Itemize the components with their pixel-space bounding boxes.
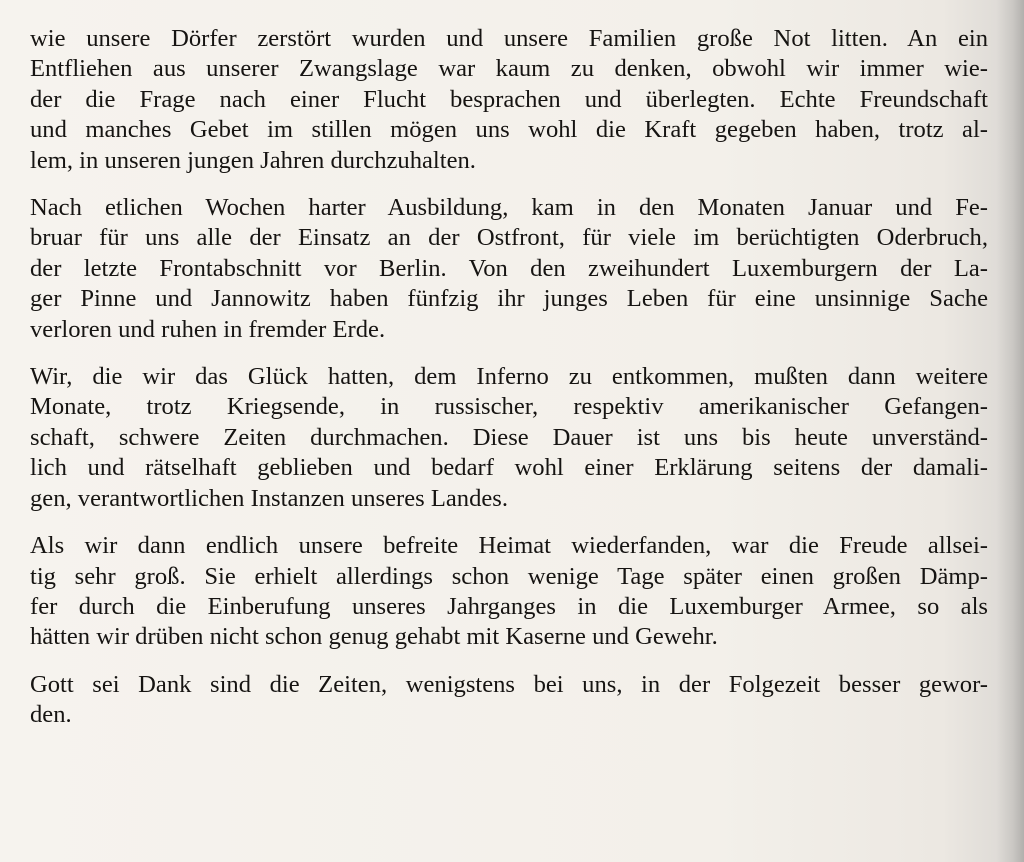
text-line: schaft, schwere Zeiten durchmachen. Diese Dauer ist uns bis heute unverständ- (30, 423, 988, 451)
text-line: tig sehr groß. Sie erhielt allerdings schon wenige Tage später einen großen Dämp- (30, 562, 988, 590)
text-line: bruar für uns alle der Einsatz an der Ostfront, für viele im berüchtigten Oderbruch, (30, 224, 988, 252)
paragraph-2 (30, 193, 988, 345)
text-line: Monate, trotz Kriegsende, in russischer, respektiv amerikanischer Gefangen- (30, 393, 988, 421)
text-line: Gott sei Dank sind die Zeiten, wenigstens bei uns, in der Folgezeit besser gewor- (30, 670, 988, 698)
text-line: gen, verantwortlichen Instanzen unseres Landes. (30, 484, 509, 512)
text-line: lem, in unseren jungen Jahren durchzuhalten. (30, 146, 476, 174)
text-line: ger Pinne und Jannowitz haben fünfzig ihr junges Leben für eine unsinnige Sache (30, 285, 988, 313)
text-line: hätten wir drüben nicht schon genug gehabt mit Kaserne und Gewehr. (30, 623, 718, 651)
text-line: der letzte Frontabschnitt vor Berlin. Von den zweihundert Luxemburgern der La- (30, 254, 988, 282)
text-line: Wir, die wir das Glück hatten, dem Inferno zu entkommen, mußten dann weitere (30, 363, 988, 391)
paragraph-1 (30, 24, 988, 176)
paragraph-4 (30, 531, 988, 653)
text-line: fer durch die Einberufung unseres Jahrganges in die Luxemburger Armee, so als (30, 592, 988, 620)
text-line: Als wir dann endlich unsere befreite Heimat wiederfanden, war die Freude allsei- (30, 532, 988, 560)
paragraph-3 (30, 362, 988, 514)
text-line: wie unsere Dörfer zerstört wurden und unsere Familien große Not litten. An ein (30, 25, 988, 52)
text-line: der die Frage nach einer Flucht besprachen und überlegten. Echte Freundschaft (30, 85, 988, 113)
paragraph-5 (30, 670, 988, 731)
body-text (30, 24, 988, 748)
page-edge-shadow (996, 0, 1024, 862)
text-line: verloren und ruhen in fremder Erde. (30, 315, 386, 343)
text-line: lich und rätselhaft geblieben und bedarf wohl einer Erklärung seitens der damali- (30, 454, 988, 482)
text-line: Entfliehen aus unserer Zwangslage war kaum zu denken, obwohl wir immer wie- (30, 55, 988, 83)
text-line: den. (30, 701, 72, 729)
text-line: und manches Gebet im stillen mögen uns wohl die Kraft gegeben haben, trotz al- (30, 116, 988, 144)
text-line: Nach etlichen Wochen harter Ausbildung, kam in den Monaten Januar und Fe- (30, 194, 988, 222)
